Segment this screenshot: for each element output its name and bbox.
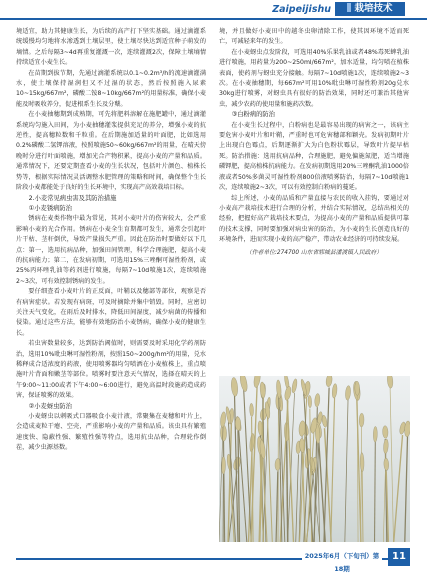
header-rule (0, 18, 427, 20)
paragraph: 境适宜，助力其健康生长，为后续的高产打下坚实基础。通过滴灌系统缓慢均匀地将水渗透到土壤层里，使土壤尽快达到适宜种子萌发的墒情。之后每隔3~4d再重复灌溉一次，连续灌溉2次，保障土壤墒情持续适宜小麦生长。 (16, 27, 206, 69)
wheat-head (355, 381, 360, 395)
wheat-head (373, 426, 377, 442)
paragraph: 要仔细查看小麦叶片的正反面，叶鞘以及穗部等部位，观察是否有病害症状。若发现有病斑，可及时摘除并集中销毁。同时，应密切关注天气变化，在雨后及时排水，降低田间湿度，减少病菌的传播和侵染。通过这些方法，能够有效地防治小麦锈病，确保小麦的健康生长。 (16, 287, 206, 339)
page-header (0, 0, 427, 22)
paragraph: 小麦蚜虫以刺吸式口器吸食小麦汁液，常聚集在麦穗和叶片上，会造成麦粒干瘪、空壳，严重影响小麦的产量和品质。该虫具有繁殖速度快、隐蔽性强、繁殖性强等特点，选用抗虫品种，合理轮作倒茬，减少虫源基数。 (16, 412, 206, 454)
header-label-en: Zaipeijishu (272, 4, 331, 15)
wheat-head (359, 413, 364, 427)
section-title: 栽培技术 (354, 3, 392, 14)
left-column (16, 27, 206, 454)
paragraph: 境，并且做好小麦田中的越冬虫卵清除工作，使其因环境不适而死亡，可减轻来年的发生。 (219, 27, 409, 48)
paragraph: 在苗期到拔节期，先通过滴灌系统以0.1~0.2m³/h的流速滴灌满水，使土壤保持湿润但又不过湿的状态，然后按照施入尿素10~15kg/667m²，磷酸二铵8~10kg/667m²的用量标准，确保小麦能及时吸收养分，促进根系生长及分蘖。 (16, 69, 206, 111)
wheat-stalk (287, 439, 288, 542)
subsection-heading: ②小麦蚜虫防治 (16, 402, 206, 412)
section-heading: 2.小麦常见病虫害及其防治措施 (16, 194, 206, 204)
paragraph: 若虫害数量较多，达到防治阈值时，则需要及时采用化学药剂防治，选用10%吡虫啉可湿性粉剂，按照150~200g/hm²的用量，兑水稀释成合适浓度的药液，使用喷雾器均匀喷洒在小麦植株上，重点喷施叶片背面和嫩茎等部位。喷雾时要注意天气情况，选择在晴天的上午9:00~11:00或者下午4:00~6:00进行，避免高温时段施药造成药害，保证喷雾的效果。 (16, 339, 206, 401)
wheat-field-photo (219, 376, 410, 542)
paragraph: 在小麦抽穗期到成熟期，可先将肥料溶解在施肥罐中，通过滴灌系统均匀施入田间，为小麦抽穗灌浆提供充足的养分，增强小麦的抗逆性，提高穗粒数和千粒重。在后期施加适量的叶面肥，比如选用0.2%磷酸二氢钾溶液，按照喷施50~60kg/667m²的用量，在晴天傍晚时分进行叶面喷施，增加光合产物积累，提高小麦的产量和品质。通常情况下，还要定期查看小麦的生长状况，包括叶片颜色、植株长势等，根据实际情况灵活调整水肥管理的策略和时间，确保整个生长阶段小麦都能处于良好的生长环境中，实现高产高效栽培目标。 (16, 110, 206, 193)
wheat-field-image (219, 376, 410, 542)
page-footer (0, 548, 427, 575)
paragraph: 锈病在麦类作物中最为常见，其对小麦叶片的伤害较大，会严重影响小麦的光合作用。锈病在小麦全生育期都可发生，通常会引起叶片干枯、茎秆倒伏，导致产量损失严重。因此在防治时要做好以下几点：第一，选用抗病品种，加强田间管理，科学合理施肥，提高小麦的抗病能力；第二，在发病初期，可选用15%三唑酮可湿性粉剂，或25%丙环唑乳油等药剂进行喷施，每隔7~10d喷施1次，连续喷施2~3次，可有效控制锈病的发生。 (16, 214, 206, 287)
subsection-heading: ③白粉病的防治 (219, 110, 409, 120)
wheat-stalk (375, 441, 376, 542)
author-affiliation: （作者单位:274700 山东省郓城县潘渡镇人民政府） (219, 248, 409, 258)
issue-label: 2025年6月（下旬刊）第18期 (302, 550, 382, 563)
paragraph: 在小麦蚜虫点发阶段，可选用40%乐果乳油或者48%毒死蜱乳油进行喷施，用药量为200~250ml/667m²，加水适量，均匀喷在植株表面，使药剂与蚜虫充分接触。每隔7~10d喷施1次，连续喷施2~3次。在小麦抽穗期，每667m²可用10%吡虫啉可湿性粉剂20g兑水30kg进行喷雾，对蚜虫具有很好的防治效果，同时还可兼治其他害虫，减少农药的使用量和施药次数。 (219, 48, 409, 110)
page-number: 11 (388, 548, 410, 566)
right-column (219, 27, 409, 258)
section-bars-icon (347, 3, 351, 12)
section-tag (335, 2, 405, 16)
subsection-heading: ①小麦锈病防治 (16, 204, 206, 214)
paragraph: 综上所述，小麦的品质和产量直接与农民的收入挂钩，要通过对小麦高产栽培技术进行合理的分析，并结合实际情况，总结出相关的经验，把握好高产栽培技术要点，为提高小麦的产量和品质提供可靠的技术支撑，同时要加强对病虫害的防治，为小麦的生长创造良好的环境条件，进而实现小麦的高产稳产，带动农业经济的可持续发展。 (219, 194, 409, 246)
paragraph: 在小麦生长过程中，白粉病也是最容易出现的病害之一，该病主要危害小麦叶片和叶鞘，严重时也可危害穗部和颖壳。发病初期叶片上出现白色霉点，后期逐渐扩大为白色粉状霉层，导致叶片提早枯死。防治措施：选用抗病品种，合理施肥，避免偏施氮肥，适当增施磷钾肥，提高植株抗病能力。在发病初期选用20%三唑酮乳油1000倍液或者50%多菌灵可湿性粉剂800倍液喷雾防治，每隔7~10d喷施1次，连续喷施2~3次，可以有效控制白粉病的蔓延。 (219, 121, 409, 194)
